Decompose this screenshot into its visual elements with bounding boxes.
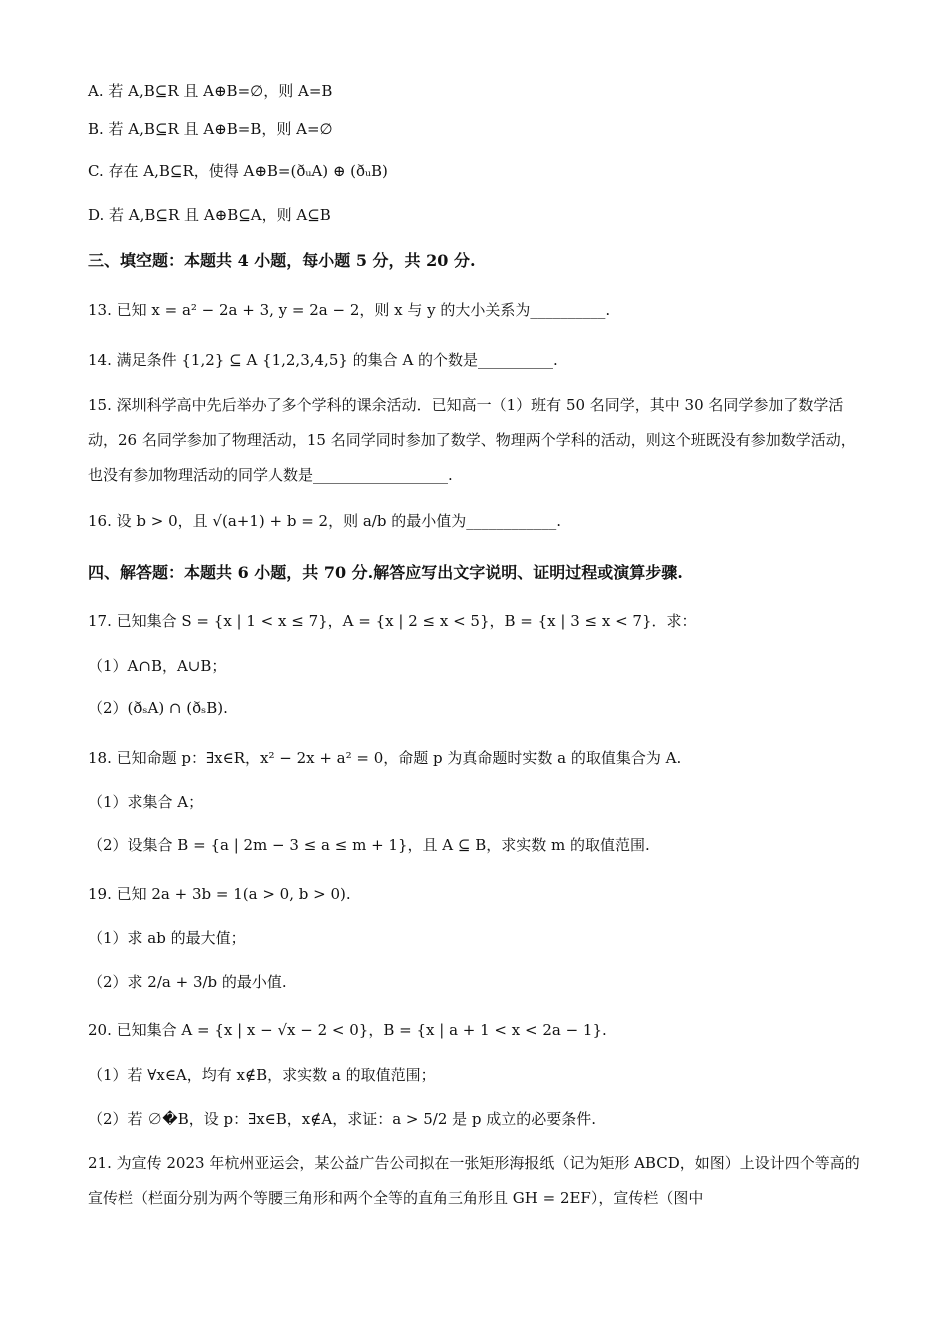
question-15: 15. 深圳科学高中先后举办了多个学科的课余活动．已知高一（1）班有 50 名同学，其中 30 名同学参加了数学活动，26 名同学参加了物理活动，15 名同学同时参加了数学、物理两个学科的活动，则这个班既没有参加数学活动，也没有参加物理活动的同学人数是__________________. xyxy=(88,396,856,484)
section-heading-solutions: 四、解答题：本题共 6 小题，共 70 分.解答应写出文字说明、证明过程或演算步骤. xyxy=(88,563,683,582)
question-17-part-1: （1）A∩B，A∪B； xyxy=(88,657,227,675)
question-14: 14. 满足条件 {1,2} ⊆ A {1,2,3,4,5} 的集合 A 的个数是__________. xyxy=(88,351,558,369)
question-19: 19. 已知 2a + 3b = 1(a > 0, b > 0). xyxy=(88,885,351,903)
section-heading-fill-in: 三、填空题：本题共 4 小题，每小题 5 分，共 20 分. xyxy=(88,251,476,270)
question-18: 18. 已知命题 p：∃x∈R，x² − 2x + a² = 0，命题 p 为真命题时实数 a 的取值集合为 A. xyxy=(88,749,682,767)
question-17-part-2: （2）(ðₛA) ∩ (ðₛB). xyxy=(88,699,228,717)
option-c: C. 存在 A,B⊆R，使得 A⊕B=(ðᵤA) ⊕ (ðᵤB) xyxy=(88,162,388,180)
question-16: 16. 设 b > 0，且 √(a+1) + b = 2，则 a/b 的最小值为____________. xyxy=(88,512,561,530)
question-13: 13. 已知 x = a² − 2a + 3, y = 2a − 2，则 x 与 y 的大小关系为__________. xyxy=(88,301,611,319)
question-20-part-2: （2）若 ∅�B，设 p：∃x∈B，x∉A，求证：a > 5/2 是 p 成立的必要条件. xyxy=(88,1110,597,1128)
question-21: 21. 为宣传 2023 年杭州亚运会，某公益广告公司拟在一张矩形海报纸（记为矩形 ABCD，如图）上设计四个等高的宣传栏（栏面分别为两个等腰三角形和两个全等的直角三角形且 GH = 2EF），宣传栏（图中 xyxy=(88,1154,860,1207)
option-b: B. 若 A,B⊆R 且 A⊕B=B，则 A=∅ xyxy=(88,120,333,138)
option-a: A. 若 A,B⊆R 且 A⊕B=∅，则 A=B xyxy=(88,82,333,100)
question-20: 20. 已知集合 A = {x | x − √x − 2 < 0}，B = {x | a + 1 < x < 2a − 1}. xyxy=(88,1021,607,1039)
question-18-part-2: （2）设集合 B = {a | 2m − 3 ≤ a ≤ m + 1}，且 A ⊆ B，求实数 m 的取值范围. xyxy=(88,836,650,854)
question-20-part-1: （1）若 ∀x∈A，均有 x∉B，求实数 a 的取值范围； xyxy=(88,1066,436,1084)
option-d: D. 若 A,B⊆R 且 A⊕B⊆A，则 A⊆B xyxy=(88,206,331,224)
question-19-part-1: （1）求 ab 的最大值； xyxy=(88,929,246,947)
question-19-part-2: （2）求 2/a + 3/b 的最小值. xyxy=(88,973,287,991)
question-18-part-1: （1）求集合 A； xyxy=(88,793,204,811)
question-17: 17. 已知集合 S = {x | 1 < x ≤ 7}，A = {x | 2 ≤ x < 5}，B = {x | 3 ≤ x < 7}．求： xyxy=(88,612,697,630)
